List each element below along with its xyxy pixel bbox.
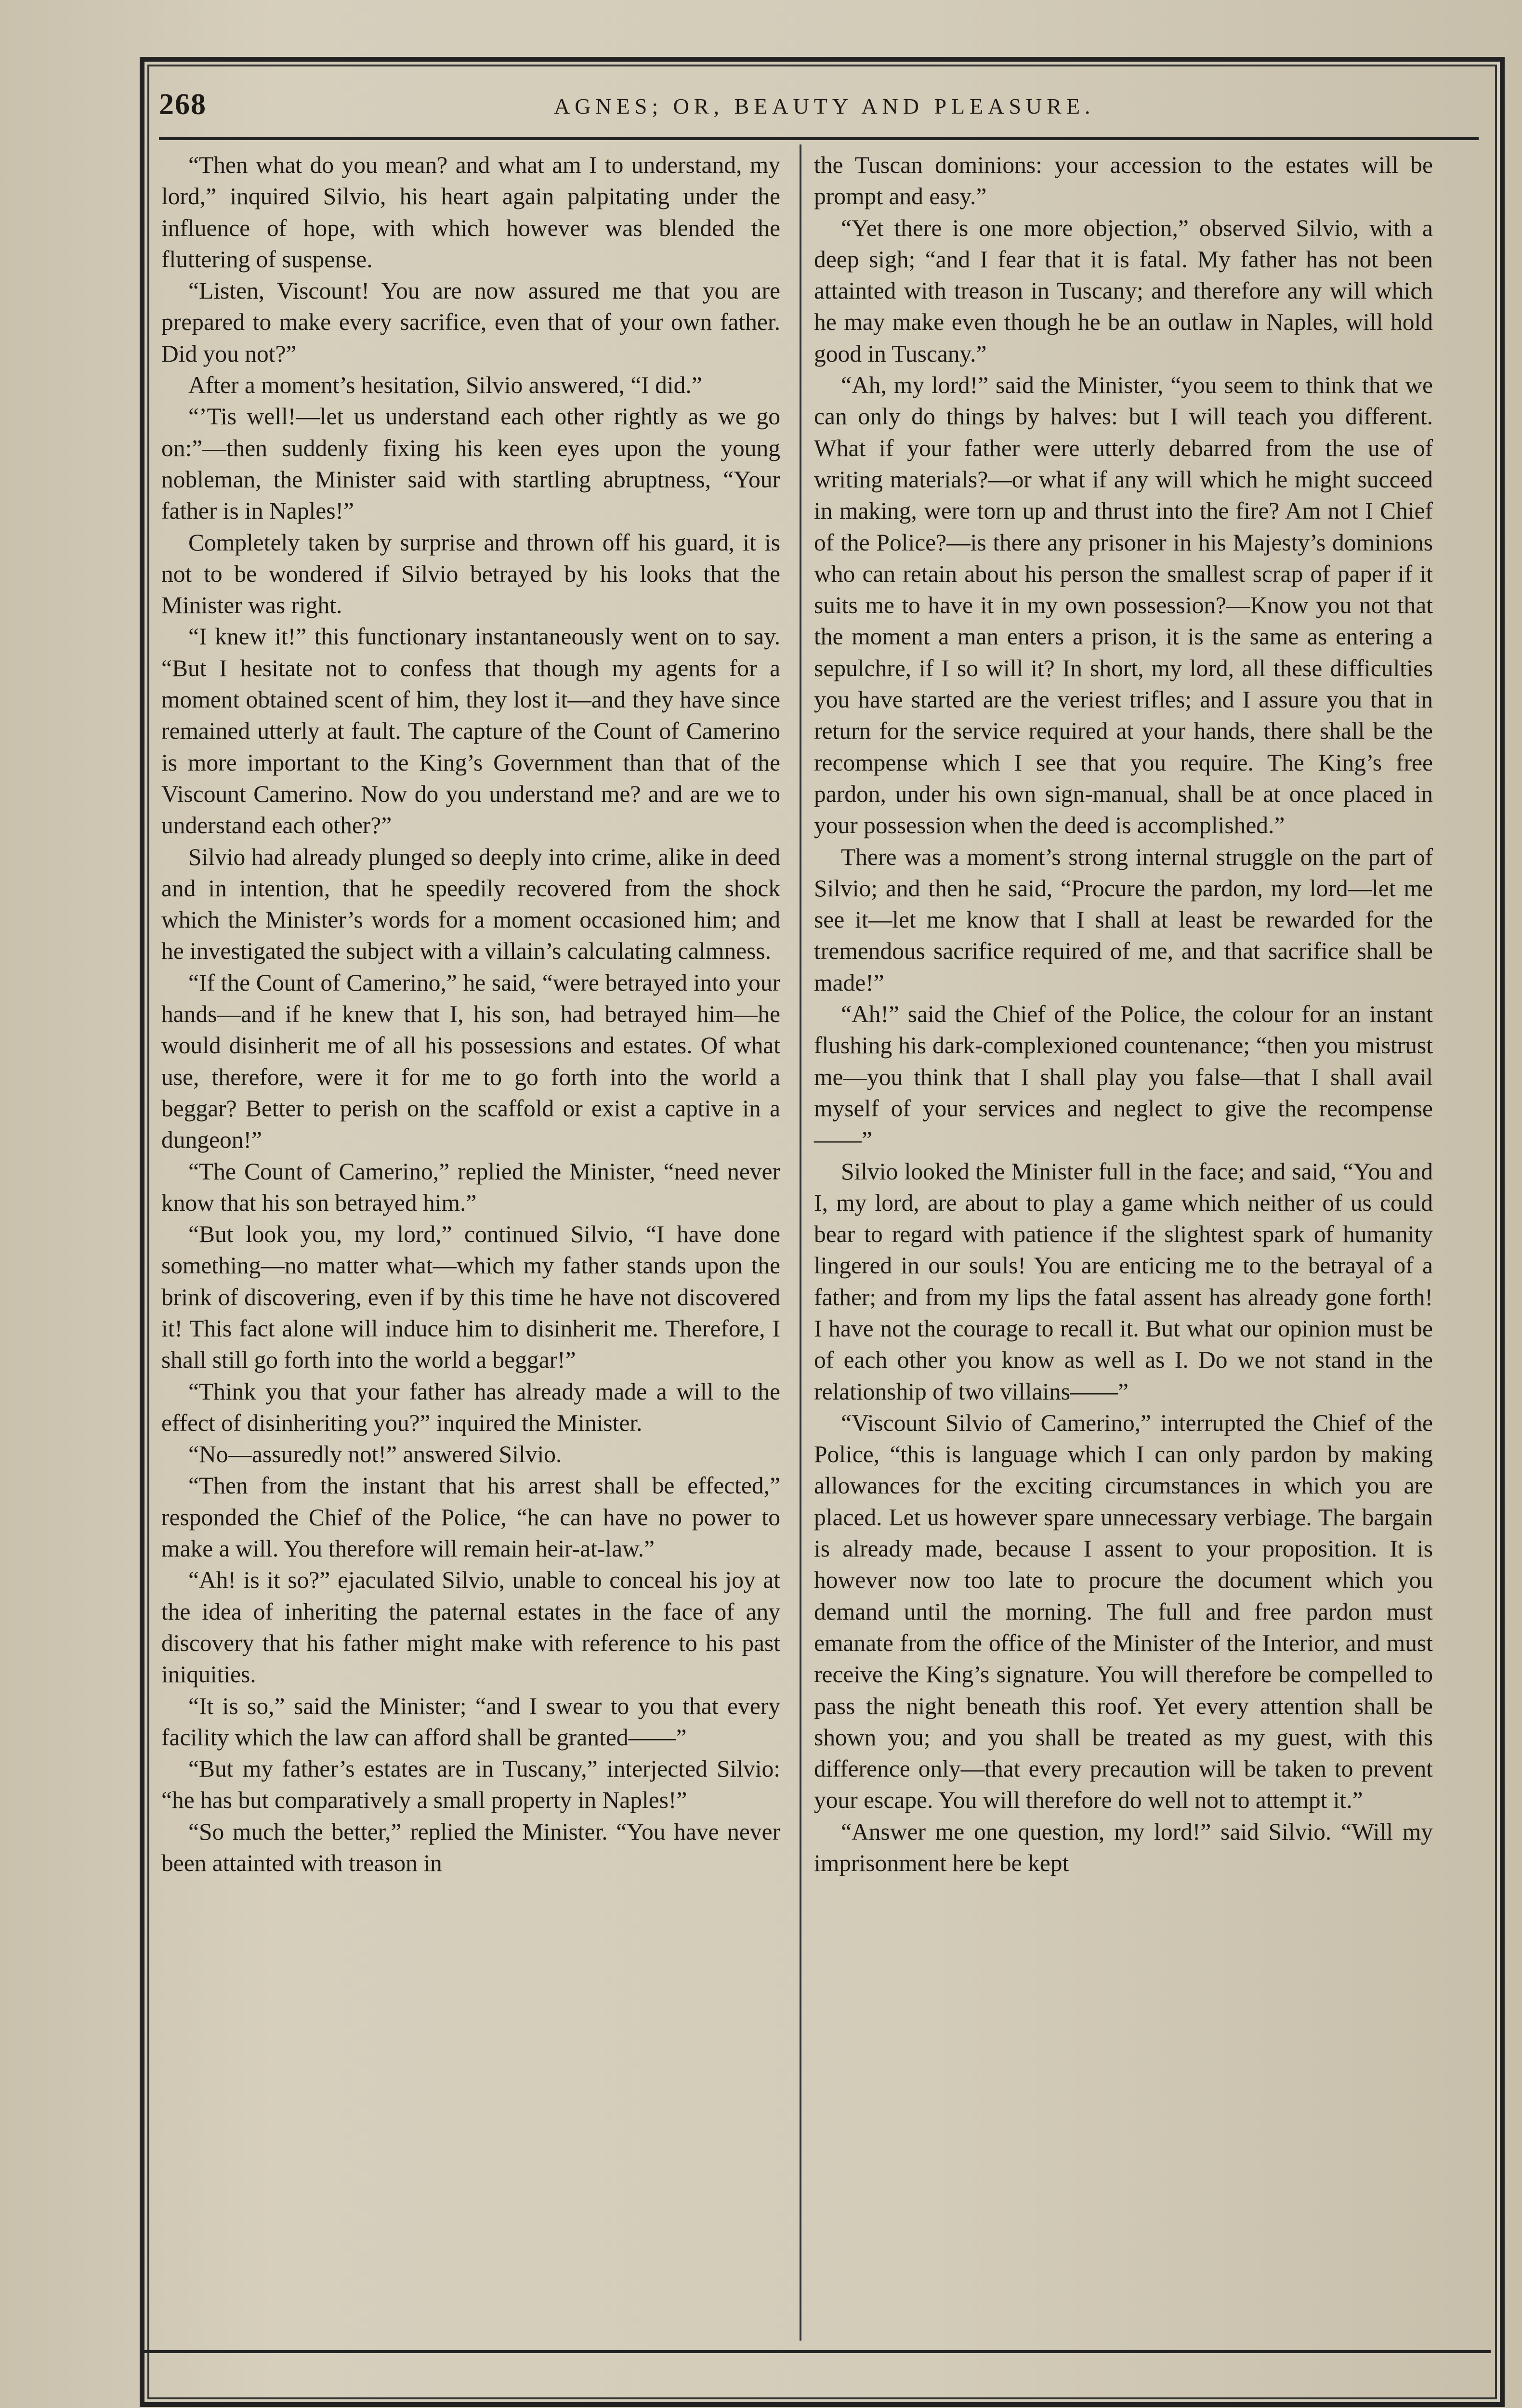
left-column xyxy=(161,149,780,1879)
page-number: 268 xyxy=(159,88,207,121)
paragraph: Completely taken by surprise and thrown off his guard, it is not to be wondered if Silvio betrayed by his looks that the Minister was right. xyxy=(161,529,780,619)
paragraph: “Answer me one question, my lord!” said Silvio. “Will my imprisonment here be kept xyxy=(814,1818,1433,1877)
paragraph: “It is so,” said the Minister; “and I swear to you that every facility which the law can afford shall be granted——” xyxy=(161,1692,780,1751)
paragraph: Silvio looked the Minister full in the face; and said, “You and I, my lord, are about to play a game which neither of us could bear to regard with patience if the slightest spark of humanity lingered in our souls! You are enticing me to the betrayal of a father; and from my lips the fatal assent has already gone forth! I have not the courage to recall it. But what our opinion must be of each other you know as well as I. Do we not stand in the relationship of two villains——” xyxy=(814,1158,1433,1405)
paragraph: “I knew it!” this functionary instantaneously went on to say. “But I hesitate not to confess that though my agents for a moment obtained scent of him, they lost it—and they have since remained utterly at fault. The capture of the Count of Camerino is more important to the King’s Government than that of the Viscount Camerino. Now do you understand me? and are we to understand each other?” xyxy=(161,623,780,839)
running-title: AGNES; OR, BEAUTY AND PLEASURE. xyxy=(554,94,1095,118)
paragraph: “So much the better,” replied the Minister. “You have never been attainted with treason in xyxy=(161,1818,780,1877)
paragraph: “’Tis well!—let us understand each other rightly as we go on:”—then suddenly fixing his keen eyes upon the young nobleman, the Minister said with startling abruptness, “Your father is in Naples!” xyxy=(161,403,780,524)
paragraph: “Think you that your father has already made a will to the effect of disinheriting you?” inquired the Minister. xyxy=(161,1378,780,1436)
running-head xyxy=(159,88,1479,131)
column-divider xyxy=(800,144,801,2341)
right-column xyxy=(814,149,1433,1879)
paragraph: After a moment’s hesitation, Silvio answered, “I did.” xyxy=(188,372,702,399)
paragraph: “Ah! is it so?” ejaculated Silvio, unable to conceal his joy at the idea of inheriting the paternal estates in the face of any discovery that his father might make with reference to his past iniquities. xyxy=(161,1567,780,1688)
paragraph: “If the Count of Camerino,” he said, “were betrayed into your hands—and if he knew that I, his son, had betrayed him—he would disinherit me of all his possessions and estates. Of what use, therefore, were it for me to go forth into the world a beggar? Better to perish on the scaffold or exist a captive in a dungeon!” xyxy=(161,969,780,1153)
header-rule xyxy=(159,137,1479,140)
paragraph: Silvio had already plunged so deeply into crime, alike in deed and in intention, that he speedily recovered from the shock which the Minister’s words for a moment occasioned him; and he investigated the subject with a villain’s calculating calmness. xyxy=(161,843,780,965)
paragraph: “Viscount Silvio of Camerino,” interrupted the Chief of the Police, “this is language which I can only pardon by making allowances for the exciting circumstances in which you are placed. Let us however spare unnecessary verbiage. The bargain is already made, because I assent to your proposition. It is however now too late to procure the document which you demand until the morning. The full and free pardon must emanate from the office of the Minister of the Interior, and must receive the King’s signature. You will therefore be compelled to pass the night beneath this roof. Yet every attention shall be shown you; and you shall be treated as my guest, with this difference only—that every precaution will be taken to prevent your escape. You will therefore do well not to attempt it.” xyxy=(814,1409,1433,1814)
paragraph: “No—assuredly not!” answered Silvio. xyxy=(188,1441,562,1468)
paragraph: “But my father’s estates are in Tuscany,” interjected Silvio: “he has but comparatively a small property in Naples!” xyxy=(161,1755,780,1814)
paragraph: “The Count of Camerino,” replied the Minister, “need never know that his son betrayed him.” xyxy=(161,1158,780,1216)
paragraph: “Then from the instant that his arrest shall be effected,” responded the Chief of the Police, “he can have no power to make a will. You therefore will remain heir-at-law.” xyxy=(161,1472,780,1562)
paragraph: “Listen, Viscount! You are now assured me that you are prepared to make every sacrifice, even that of your own father. Did you not?” xyxy=(161,277,780,367)
paragraph: There was a moment’s strong internal struggle on the part of Silvio; and then he said, “Procure the pardon, my lord—let me see it—let me know that I shall at least be rewarded for the tremendous sacrifice required of me, and that sacrifice shall be made!” xyxy=(814,843,1433,996)
paragraph: “Ah!” said the Chief of the Police, the colour for an instant flushing his dark-complexioned countenance; “then you mistrust me—you think that I shall play you false—that I shall avail myself of your services and neglect to give the recompense——” xyxy=(814,1001,1433,1153)
paragraph: “Yet there is one more objection,” observed Silvio, with a deep sigh; “and I fear that it is fatal. My father has not been attainted with treason in Tuscany; and therefore any will which he may make even though he be an outlaw in Naples, will hold good in Tuscany.” xyxy=(814,214,1433,367)
paragraph: “Ah, my lord!” said the Minister, “you seem to think that we can only do things by halves: but I will teach you different. What if your father were utterly debarred from the use of writing materials?—or what if any will which he might succeed in making, were torn up and thrust into the fire? Am not I Chief of the Police?—is there any prisoner in his Majesty’s dominions who can retain about his person the smallest scrap of paper if it suits me to have it in my own possession?—Know you not that the moment a man enters a prison, it is the same as entering a sepulchre, if I so will it? In short, my lord, all these difficulties you have started are the veriest trifles; and I assure you that in return for the service required at your hands, there shall be the recompense which I see that you require. The King’s free pardon, under his own sign-manual, shall be at once placed in your possession when the deed is accomplished.” xyxy=(814,372,1433,839)
footer-rule xyxy=(144,2350,1491,2353)
paragraph: “Then what do you mean? and what am I to understand, my lord,” inquired Silvio, his heart again palpitating under the influence of hope, with which however was blended the fluttering of suspense. xyxy=(161,152,780,273)
paragraph: “But look you, my lord,” continued Silvio, “I have done something—no matter what—which my father stands upon the brink of discovering, even if by this time he have not discovered it! This fact alone will induce him to disinherit me. Therefore, I shall still go forth into the world a beggar!” xyxy=(161,1221,780,1374)
paragraph-continued: the Tuscan dominions: your accession to the estates will be prompt and easy.” xyxy=(814,152,1433,210)
